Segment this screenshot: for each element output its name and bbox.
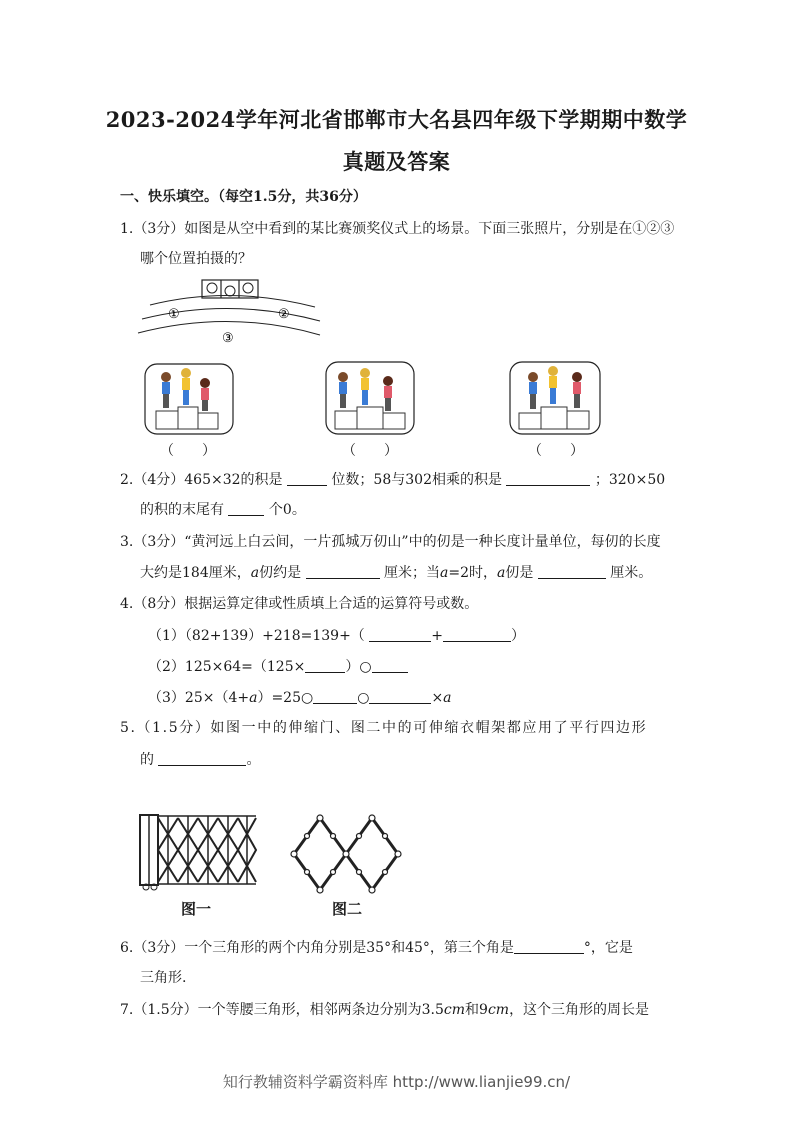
photo-2 xyxy=(325,361,415,435)
q6-text-b: °，它是 xyxy=(583,940,633,956)
q3-blank-expression[interactable] xyxy=(306,564,380,579)
position-1-label: ① xyxy=(168,307,180,322)
q4-1-plus: + xyxy=(431,628,443,644)
figure-2-caption: 图二 xyxy=(332,900,363,918)
question-6-line-1 xyxy=(120,937,633,957)
q3-var-a: a xyxy=(250,565,260,581)
q6-text-a: 6.（3分）一个三角形的两个内角分别是35°和45°，第三个角是 xyxy=(120,940,514,956)
question-4-item-3 xyxy=(148,687,452,707)
q2-text-d: 的积的末尾有 xyxy=(140,502,224,518)
q2-text-b: 位数；58与302相乘的积是 xyxy=(331,472,502,488)
question-2-line-2 xyxy=(140,499,306,519)
figure-1-caption: 图一 xyxy=(181,900,212,918)
q3-var-a-2: a xyxy=(440,565,449,581)
question-1-text: 1.（3分）如图是从空中看到的某比赛颁奖仪式上的场景。下面三张照片，分别是在①②③ xyxy=(120,221,675,237)
q3-text-e: =2时， xyxy=(448,565,497,581)
question-3-line-1: 3.（3分）“黄河远上白云间，一片孤城万仞山”中的仞是一种长度计量单位，每仞的长度 xyxy=(120,534,661,550)
q7-text-c: ，这个三角形的周长是 xyxy=(509,1002,650,1018)
q2-text-e: 个0。 xyxy=(268,502,306,518)
q4-3-var-a: a xyxy=(249,690,258,706)
photo-2-answer-blank[interactable]: （ ） xyxy=(342,443,398,459)
photo-1-answer-blank[interactable]: （ ） xyxy=(160,443,216,459)
section-heading: 一、快乐填空。（每空1.5分，共36分） xyxy=(120,189,367,205)
page-title-line2: 真题及答案 xyxy=(342,149,451,174)
q4-2-text-b: ）○ xyxy=(345,659,372,675)
q4-3-text-b: ）=25○ xyxy=(257,690,314,706)
q4-3-circle: ○ xyxy=(357,690,370,706)
q3-text-g: 厘米。 xyxy=(610,565,653,581)
question-4-item-1 xyxy=(148,625,525,645)
q3-blank-value[interactable] xyxy=(538,564,606,579)
q7-unit-2: cm xyxy=(487,1002,510,1018)
q4-2-blank-2[interactable] xyxy=(372,658,408,673)
question-6-line-2: 三角形. xyxy=(140,970,187,986)
q7-text-b: 和9 xyxy=(465,1002,488,1018)
page-title: 2023-2024学年河北省邯郸市大名县四年级下学期期中数学 xyxy=(105,107,688,132)
q6-blank-angle[interactable] xyxy=(514,939,584,954)
photo-1 xyxy=(144,363,234,435)
q3-text-c: 仞约是 xyxy=(259,565,302,581)
q2-blank-zeros[interactable] xyxy=(228,501,264,516)
question-5-line-2 xyxy=(140,749,260,769)
q4-3-text-a: （3）25×（4+ xyxy=(148,690,250,706)
q4-2-text-a: （2）125×64=（125× xyxy=(148,659,306,675)
podium-top-view-diagram xyxy=(130,275,330,355)
figure-2-coat-rack xyxy=(288,810,406,896)
q4-1-blank-1[interactable] xyxy=(369,627,431,642)
question-2-line-1 xyxy=(120,469,665,489)
q4-3-blank-1[interactable] xyxy=(313,689,357,704)
question-4-item-2 xyxy=(148,656,408,676)
q3-text-b: 大约是184厘米， xyxy=(140,565,251,581)
q4-1-text-c: ） xyxy=(511,628,525,644)
q4-3-blank-2[interactable] xyxy=(369,689,431,704)
q5-text-b: 。 xyxy=(246,752,261,768)
q2-text-c: ；320×50 xyxy=(594,472,666,488)
question-5-line-1: 5.（1.5分）如图一中的伸缩门、图二中的可伸缩衣帽架都应用了平行四边形 xyxy=(120,720,648,736)
footer-watermark: 知行教辅资料学霸资料库 http://www.lianjie99.cn/ xyxy=(222,1073,571,1091)
q7-unit: cm xyxy=(443,1002,466,1018)
q4-1-blank-2[interactable] xyxy=(443,627,511,642)
figure-1-expandable-gate xyxy=(134,812,260,894)
q4-3-times: × xyxy=(431,690,444,706)
q5-text-a: 的 xyxy=(140,752,154,768)
q7-text-a: 7.（1.5分）一个等腰三角形，相邻两条边分别为3.5 xyxy=(120,1002,444,1018)
q2-text-a: 2.（4分）465×32的积是 xyxy=(120,472,283,488)
q4-1-text-a: （1）（82+139）+218=139+（ xyxy=(148,628,365,644)
position-3-label: ③ xyxy=(222,331,234,346)
position-2-label: ② xyxy=(278,307,290,322)
question-4-head: 4.（8分）根据运算定律或性质填上合适的运算符号或数。 xyxy=(120,596,479,612)
q3-var-a-3: a xyxy=(497,565,506,581)
q3-text-d: 厘米；当 xyxy=(384,565,440,581)
question-1-text-cont: 哪个位置拍摄的？ xyxy=(140,251,252,267)
q2-blank-digits[interactable] xyxy=(287,471,327,486)
q4-3-var-a-2: a xyxy=(443,690,452,706)
q4-2-blank-1[interactable] xyxy=(305,658,345,673)
photo-3 xyxy=(509,361,601,435)
photo-3-answer-blank[interactable]: （ ） xyxy=(528,443,584,459)
arc-row-1 xyxy=(150,295,315,307)
q3-text-f: 仞是 xyxy=(505,565,534,581)
question-3-line-2 xyxy=(140,562,652,582)
q2-blank-product[interactable] xyxy=(506,471,590,486)
q5-blank-property[interactable] xyxy=(158,751,246,766)
question-7-line-1 xyxy=(120,999,649,1019)
